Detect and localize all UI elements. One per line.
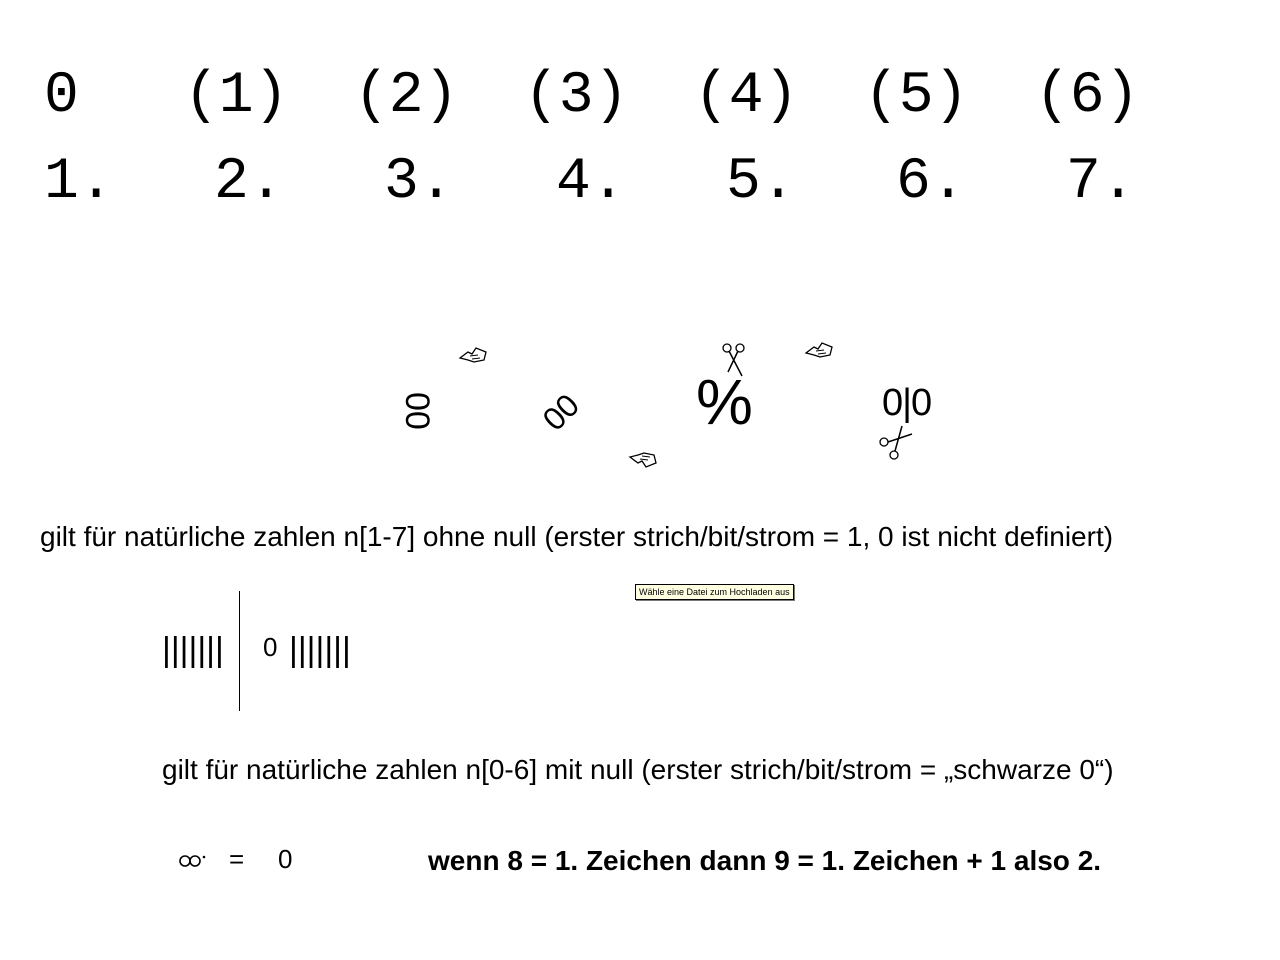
tally-marks-left: ||||||| xyxy=(162,631,224,669)
ordinal-bottom-6: 6. xyxy=(896,150,966,215)
rule-without-zero: gilt für natürliche zahlen n[1-7] ohne null (erster strich/bit/strom = 1, 0 ist nicht definiert) xyxy=(40,521,1114,552)
ordinal-bottom-4: 4. xyxy=(556,150,626,215)
tally-zero: 0 xyxy=(263,632,278,662)
ordinal-top-5: (5) xyxy=(864,64,969,129)
split-zero-symbol: 0|0 xyxy=(882,382,932,424)
ordinal-top-4: (4) xyxy=(694,64,799,129)
ordinal-top-3: (3) xyxy=(524,64,629,129)
equation-zero: 0 xyxy=(278,844,293,874)
tilted-double-zero: 00 xyxy=(535,386,587,438)
hand-cursor-icon xyxy=(804,341,834,359)
rotated-double-zero: 00 xyxy=(398,392,436,430)
ordinal-bottom-2: 2. xyxy=(214,150,284,215)
hand-cursor-icon xyxy=(458,346,488,364)
tally-marks-right: ||||||| xyxy=(289,631,351,669)
bold-rule: wenn 8 = 1. Zeichen dann 9 = 1. Zeichen + 1 also 2. xyxy=(428,845,1102,876)
equals-sign: = xyxy=(229,844,245,874)
scissors-icon xyxy=(720,342,748,378)
hand-cursor-icon xyxy=(628,451,658,469)
ordinal-top-0: 0 xyxy=(44,64,79,129)
tally-divider xyxy=(239,591,240,711)
percent-symbol: % xyxy=(696,366,753,438)
ordinal-bottom-3: 3. xyxy=(384,150,454,215)
infinity-dot-icon xyxy=(178,848,208,870)
ordinal-top-1: (1) xyxy=(184,64,289,129)
ordinal-top-6: (6) xyxy=(1035,64,1140,129)
scissors-icon xyxy=(878,424,914,460)
ordinal-bottom-7: 7. xyxy=(1066,150,1136,215)
ordinal-bottom-5: 5. xyxy=(726,150,796,215)
ordinal-top-2: (2) xyxy=(354,64,459,129)
upload-tooltip: Wähle eine Datei zum Hochladen aus xyxy=(635,584,794,600)
ordinal-bottom-1: 1. xyxy=(44,150,114,215)
rule-with-zero: gilt für natürliche zahlen n[0-6] mit null (erster strich/bit/strom = „schwarze 0“) xyxy=(162,754,1114,785)
